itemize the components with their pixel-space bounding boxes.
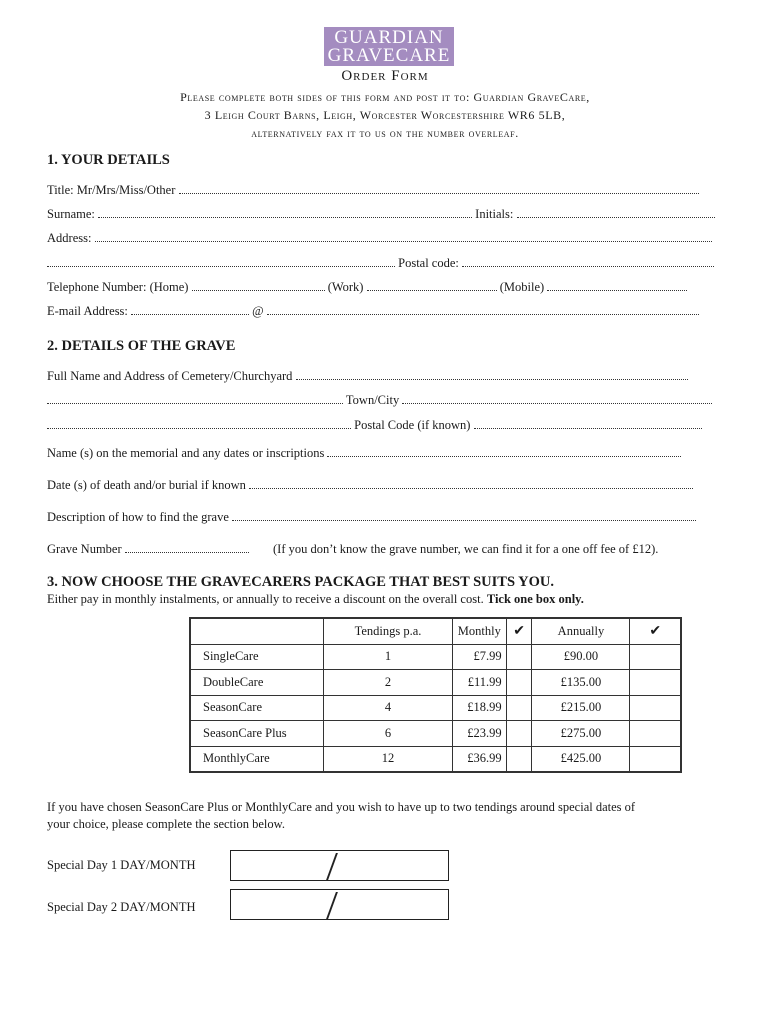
date-separator-slash xyxy=(326,892,338,919)
header-blank xyxy=(190,618,324,644)
annual-tick-box[interactable] xyxy=(630,695,681,721)
package-monthly-price: £36.99 xyxy=(452,746,506,772)
package-tendings: 1 xyxy=(324,644,453,670)
package-tendings: 4 xyxy=(324,695,453,721)
package-intro-text: Either pay in monthly instalments, or annually to receive a discount on the overall cost. xyxy=(47,592,484,606)
names-row xyxy=(47,446,681,461)
annual-tick-box[interactable] xyxy=(630,721,681,747)
telephone-work-label: (Work) xyxy=(327,280,364,294)
initials-field[interactable] xyxy=(517,207,715,218)
surname-row xyxy=(47,207,715,222)
email-user-field[interactable] xyxy=(131,304,249,315)
form-title: Order Form xyxy=(341,68,429,84)
guardian-gravecare-logo xyxy=(324,27,454,66)
title-field-row[interactable] xyxy=(47,183,699,198)
package-monthly-price: £7.99 xyxy=(452,644,506,670)
grave-number-note: (If you don’t know the grave number, we can find it for a one off fee of £12). xyxy=(273,542,659,556)
monthly-tick-box[interactable] xyxy=(506,695,532,721)
package-monthly-price: £11.99 xyxy=(452,670,506,696)
package-annual-price: £90.00 xyxy=(532,644,630,670)
grave-postcode-label: Postal Code (if known) xyxy=(354,418,471,432)
header-tendings: Tendings p.a. xyxy=(324,618,453,644)
logo-line-2: GRAVECARE xyxy=(327,45,451,66)
special-note-line-2: your choice, please complete the section below. xyxy=(47,817,285,831)
date-separator-slash xyxy=(326,853,338,880)
surname-field[interactable] xyxy=(98,207,472,218)
package-annual-price: £275.00 xyxy=(532,721,630,747)
header-annually-tick-icon: ✔ xyxy=(630,618,681,644)
cemetery-row xyxy=(47,369,688,384)
package-annual-price: £135.00 xyxy=(532,670,630,696)
email-label: E-mail Address: xyxy=(47,304,128,318)
telephone-mobile-label: (Mobile) xyxy=(499,280,545,294)
table-row xyxy=(190,644,681,670)
package-annual-price: £425.00 xyxy=(532,746,630,772)
header-monthly-tick-icon: ✔ xyxy=(506,618,532,644)
section-2-heading: 2. DETAILS OF THE GRAVE xyxy=(47,338,236,354)
special-day-2-label: Special Day 2 DAY/MONTH xyxy=(47,900,196,914)
telephone-row xyxy=(47,280,687,295)
town-field[interactable] xyxy=(402,393,712,404)
town-row xyxy=(47,393,712,408)
telephone-mobile-field[interactable] xyxy=(547,280,687,291)
package-monthly-price: £18.99 xyxy=(452,695,506,721)
package-monthly-price: £23.99 xyxy=(452,721,506,747)
at-sign: @ xyxy=(252,304,264,318)
package-intro xyxy=(47,592,584,607)
annual-tick-box[interactable] xyxy=(630,670,681,696)
subtitle-line-1: Please complete both sides of this form and post it to: Guardian GraveCare, xyxy=(180,90,590,104)
special-day-1-field[interactable] xyxy=(230,850,449,881)
header-annually: Annually xyxy=(532,618,630,644)
monthly-tick-box[interactable] xyxy=(506,670,532,696)
package-name: SeasonCare xyxy=(190,695,324,721)
package-name: SeasonCare Plus xyxy=(190,721,324,747)
names-field[interactable] xyxy=(327,446,681,457)
postcode-row xyxy=(47,418,702,433)
grave-number-label: Grave Number xyxy=(47,542,122,556)
package-table xyxy=(189,617,682,773)
email-row xyxy=(47,304,699,319)
section-1-heading: 1. YOUR DETAILS xyxy=(47,152,170,168)
special-day-1-label: Special Day 1 DAY/MONTH xyxy=(47,858,196,872)
package-annual-price: £215.00 xyxy=(532,695,630,721)
grave-postcode-field[interactable] xyxy=(474,418,702,429)
package-tendings: 6 xyxy=(324,721,453,747)
names-label: Name (s) on the memorial and any dates or inscriptions xyxy=(47,446,325,460)
title-field[interactable] xyxy=(179,183,699,194)
grave-number-row xyxy=(47,542,658,557)
cemetery-label: Full Name and Address of Cemetery/Churchyard xyxy=(47,369,293,383)
description-label: Description of how to find the grave xyxy=(47,510,229,524)
package-name: MonthlyCare xyxy=(190,746,324,772)
surname-label: Surname: xyxy=(47,207,95,221)
grave-number-field[interactable] xyxy=(125,542,249,553)
special-day-2-field[interactable] xyxy=(230,889,449,920)
description-field[interactable] xyxy=(232,510,696,521)
town-label: Town/City xyxy=(345,393,400,407)
annual-tick-box[interactable] xyxy=(630,644,681,670)
table-row xyxy=(190,721,681,747)
address-row xyxy=(47,231,712,246)
special-note-line-1: If you have chosen SeasonCare Plus or MonthlyCare and you wish to have up to two tendings around special dates of xyxy=(47,800,636,814)
address-field-1[interactable] xyxy=(95,231,712,242)
subtitle-line-2: 3 Leigh Court Barns, Leigh, Worcester Worcestershire WR6 5LB, xyxy=(204,108,566,122)
table-header-row xyxy=(190,618,681,644)
address-row-2 xyxy=(47,256,714,271)
email-domain-field[interactable] xyxy=(267,304,699,315)
title-label: Title: Mr/Mrs/Miss/Other xyxy=(47,183,176,197)
cemetery-address-field-3[interactable] xyxy=(47,418,351,429)
telephone-home-label: Telephone Number: (Home) xyxy=(47,280,189,294)
monthly-tick-box[interactable] xyxy=(506,644,532,670)
dates-field[interactable] xyxy=(249,478,693,489)
logo-line-1: GUARDIAN xyxy=(334,27,444,48)
annual-tick-box[interactable] xyxy=(630,746,681,772)
telephone-work-field[interactable] xyxy=(367,280,497,291)
table-row xyxy=(190,695,681,721)
package-tendings: 12 xyxy=(324,746,453,772)
package-intro-bold: Tick one box only. xyxy=(486,592,584,606)
section-3-heading: 3. NOW CHOOSE THE GRAVECARERS PACKAGE THAT BEST SUITS YOU. xyxy=(47,574,554,590)
subtitle-line-3: alternatively fax it to us on the number overleaf. xyxy=(251,126,519,140)
postal-code-label: Postal code: xyxy=(398,256,459,270)
dates-row xyxy=(47,478,693,493)
address-field-2[interactable] xyxy=(47,256,395,267)
table-row xyxy=(190,670,681,696)
telephone-home-field[interactable] xyxy=(192,280,325,291)
monthly-tick-box[interactable] xyxy=(506,746,532,772)
package-tendings: 2 xyxy=(324,670,453,696)
initials-label: Initials: xyxy=(475,207,514,221)
description-row xyxy=(47,510,696,525)
header-monthly: Monthly xyxy=(452,618,506,644)
cemetery-address-field-2[interactable] xyxy=(47,393,343,404)
table-row xyxy=(190,746,681,772)
cemetery-field[interactable] xyxy=(296,369,688,380)
postal-code-field[interactable] xyxy=(462,256,714,267)
monthly-tick-box[interactable] xyxy=(506,721,532,747)
dates-label: Date (s) of death and/or burial if known xyxy=(47,478,246,492)
package-name: SingleCare xyxy=(190,644,324,670)
address-label: Address: xyxy=(47,231,92,245)
package-name: DoubleCare xyxy=(190,670,324,696)
